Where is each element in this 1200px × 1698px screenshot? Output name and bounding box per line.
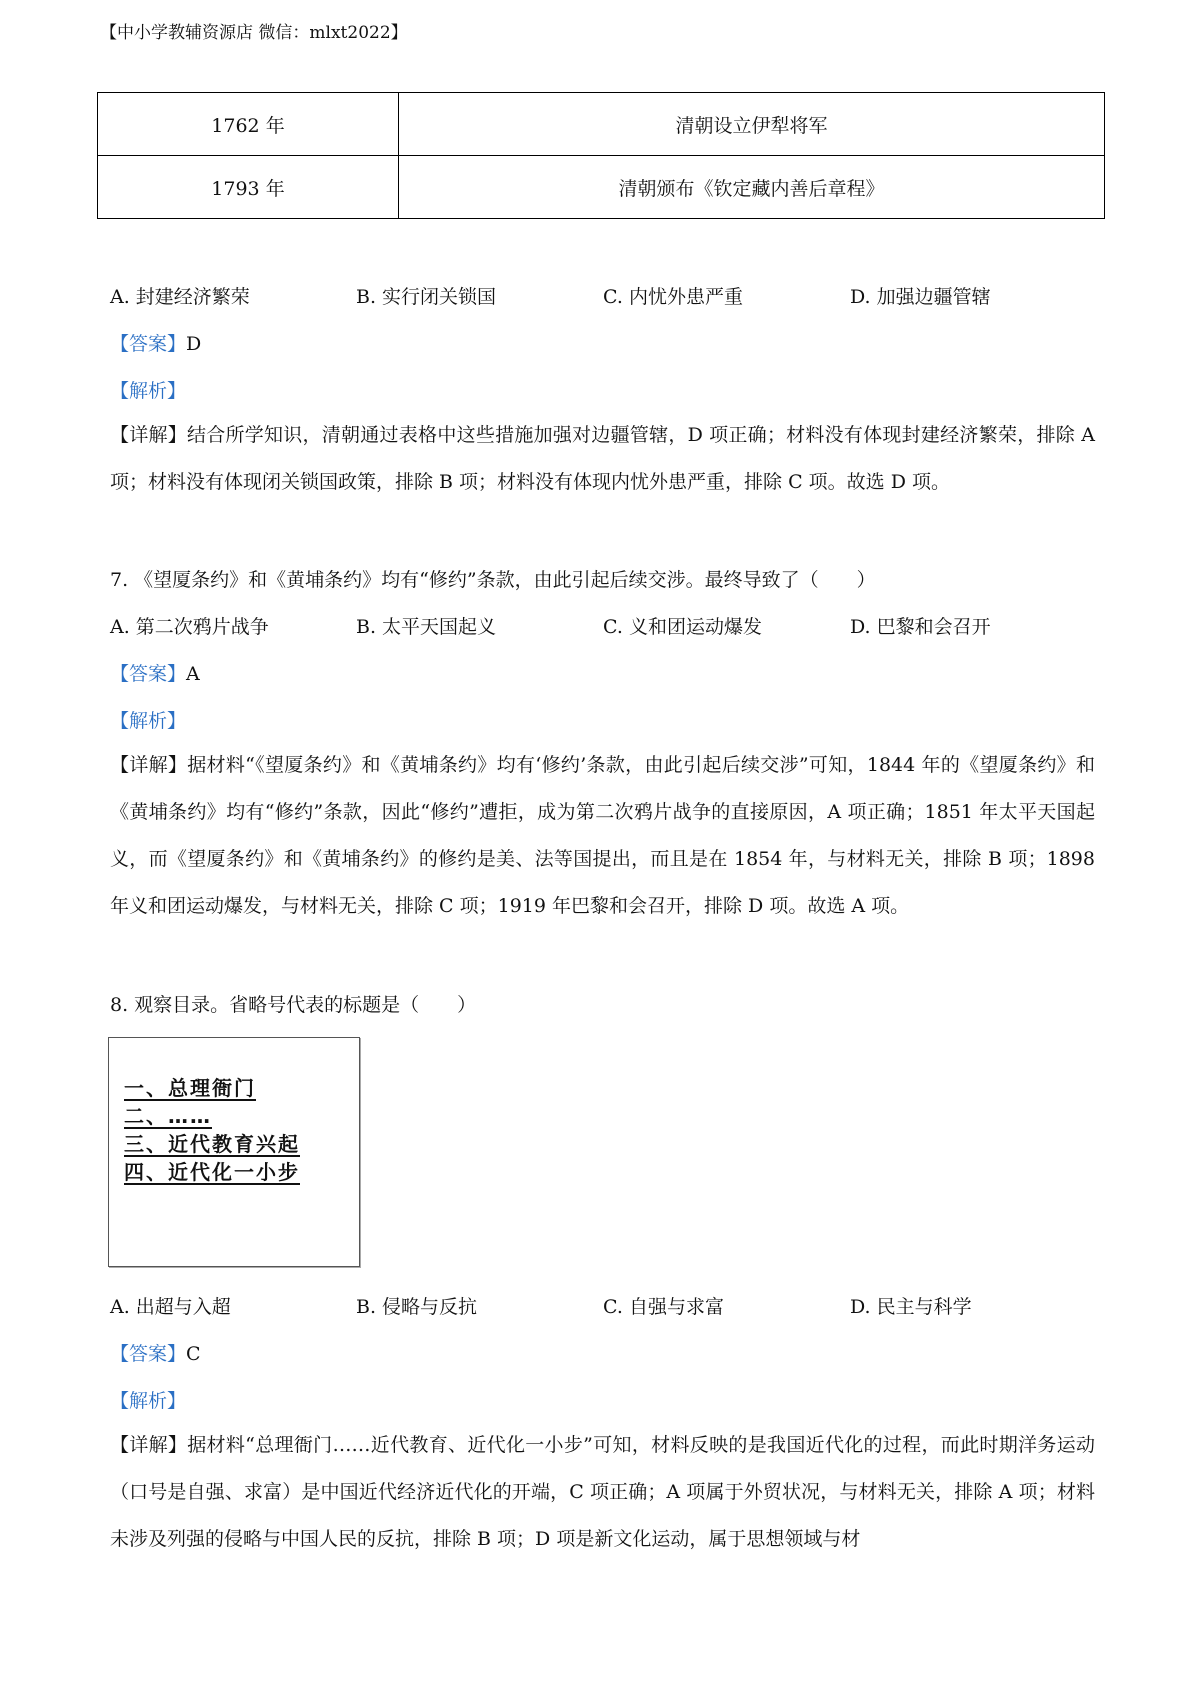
q8-detail	[110, 1422, 1095, 1563]
toc-item: 一、总理衙门	[124, 1076, 256, 1100]
q6-option-c[interactable]: C. 内忧外患严重	[603, 286, 743, 308]
q7-option-d[interactable]: D. 巴黎和会召开	[850, 616, 991, 638]
q7-detail-text: 据材料“《望厦条约》和《黄埔条约》均有‘修约’条款，由此引起后续交涉”可知，1844 年的《望厦条约》和《黄埔条约》均有“修约”条款，因此“修约”遭拒，成为第二次鸦片战争的直接原因，A 项正确；1851 年太平天国起义，而《望厦条约》和《黄埔条约》的修约是美、法等国提出，而且是在 1854 年，与材料无关，排除 B 项；1898 年义和团运动爆发，与材料无关，排除 C 项；1919 年巴黎和会召开，排除 D 项。故选 A 项。	[110, 754, 1095, 917]
q7-answer: A	[186, 663, 200, 685]
detail-label: 【详解】	[110, 424, 188, 446]
toc-item: 三、近代教育兴起	[124, 1132, 300, 1156]
q7-question: 7. 《望厦条约》和《黄埔条约》均有“修约”条款，由此引起后续交涉。最终导致了（ ）	[110, 569, 876, 591]
q6-detail-text: 结合所学知识，清朝通过表格中这些措施加强对边疆管辖，D 项正确；材料没有体现封建经济繁荣，排除 A 项；材料没有体现闭关锁国政策，排除 B 项；材料没有体现内忧外患严重，排除 C 项。故选 D 项。	[110, 424, 1095, 493]
q7-option-b[interactable]: B. 太平天国起义	[356, 616, 497, 638]
analysis-label: 【解析】	[110, 380, 187, 402]
q6-analysis-line	[110, 376, 186, 403]
table-row	[98, 156, 1105, 219]
q6-answer-line	[110, 329, 201, 356]
detail-label: 【详解】	[110, 754, 188, 776]
q8-analysis-line	[110, 1386, 186, 1413]
table-cell-year: 1793 年	[98, 156, 399, 219]
page-header: 【中小学教辅资源店 微信：mlxt2022】	[100, 23, 408, 43]
q6-option-d[interactable]: D. 加强边疆管辖	[850, 286, 991, 308]
q8-question: 8. 观察目录。省略号代表的标题是（ ）	[110, 994, 477, 1016]
q8-detail-text: 据材料“总理衙门……近代教育、近代化一小步”可知，材料反映的是我国近代化的过程，而此时期洋务运动（口号是自强、求富）是中国近代经济近代化的开端，C 项正确；A 项属于外贸状况，与材料无关，排除 A 项；材料未涉及列强的侵略与中国人民的反抗，排除 B 项；D 项是新文化运动，属于思想领域与材	[110, 1434, 1095, 1550]
toc-image	[108, 1037, 360, 1267]
q6-answer: D	[186, 333, 202, 355]
table-cell-event: 清朝颁布《钦定藏内善后章程》	[399, 156, 1105, 219]
analysis-label: 【解析】	[110, 710, 187, 732]
q8-option-d[interactable]: D. 民主与科学	[850, 1296, 972, 1318]
q7-answer-line	[110, 659, 200, 686]
answer-label: 【答案】	[110, 663, 187, 685]
q6-option-b[interactable]: B. 实行闭关锁国	[356, 286, 497, 308]
q8-answer: C	[186, 1343, 201, 1365]
events-table	[97, 92, 1105, 219]
table-cell-event: 清朝设立伊犁将军	[399, 93, 1105, 156]
answer-label: 【答案】	[110, 333, 187, 355]
q8-option-b[interactable]: B. 侵略与反抗	[356, 1296, 478, 1318]
toc-item: 二、……	[124, 1104, 212, 1128]
q6-option-a[interactable]: A. 封建经济繁荣	[110, 286, 250, 308]
table-row	[98, 93, 1105, 156]
table-cell-year: 1762 年	[98, 93, 399, 156]
q7-analysis-line	[110, 706, 186, 733]
q8-answer-line	[110, 1339, 201, 1366]
q8-option-c[interactable]: C. 自强与求富	[603, 1296, 724, 1318]
analysis-label: 【解析】	[110, 1390, 187, 1412]
q7-detail	[110, 742, 1095, 930]
q7-option-c[interactable]: C. 义和团运动爆发	[603, 616, 762, 638]
answer-label: 【答案】	[110, 1343, 187, 1365]
q7-option-a[interactable]: A. 第二次鸦片战争	[110, 616, 269, 638]
detail-label: 【详解】	[110, 1434, 188, 1456]
q6-detail	[110, 412, 1095, 506]
q8-option-a[interactable]: A. 出超与入超	[110, 1296, 231, 1318]
toc-item: 四、近代化一小步	[124, 1160, 300, 1184]
